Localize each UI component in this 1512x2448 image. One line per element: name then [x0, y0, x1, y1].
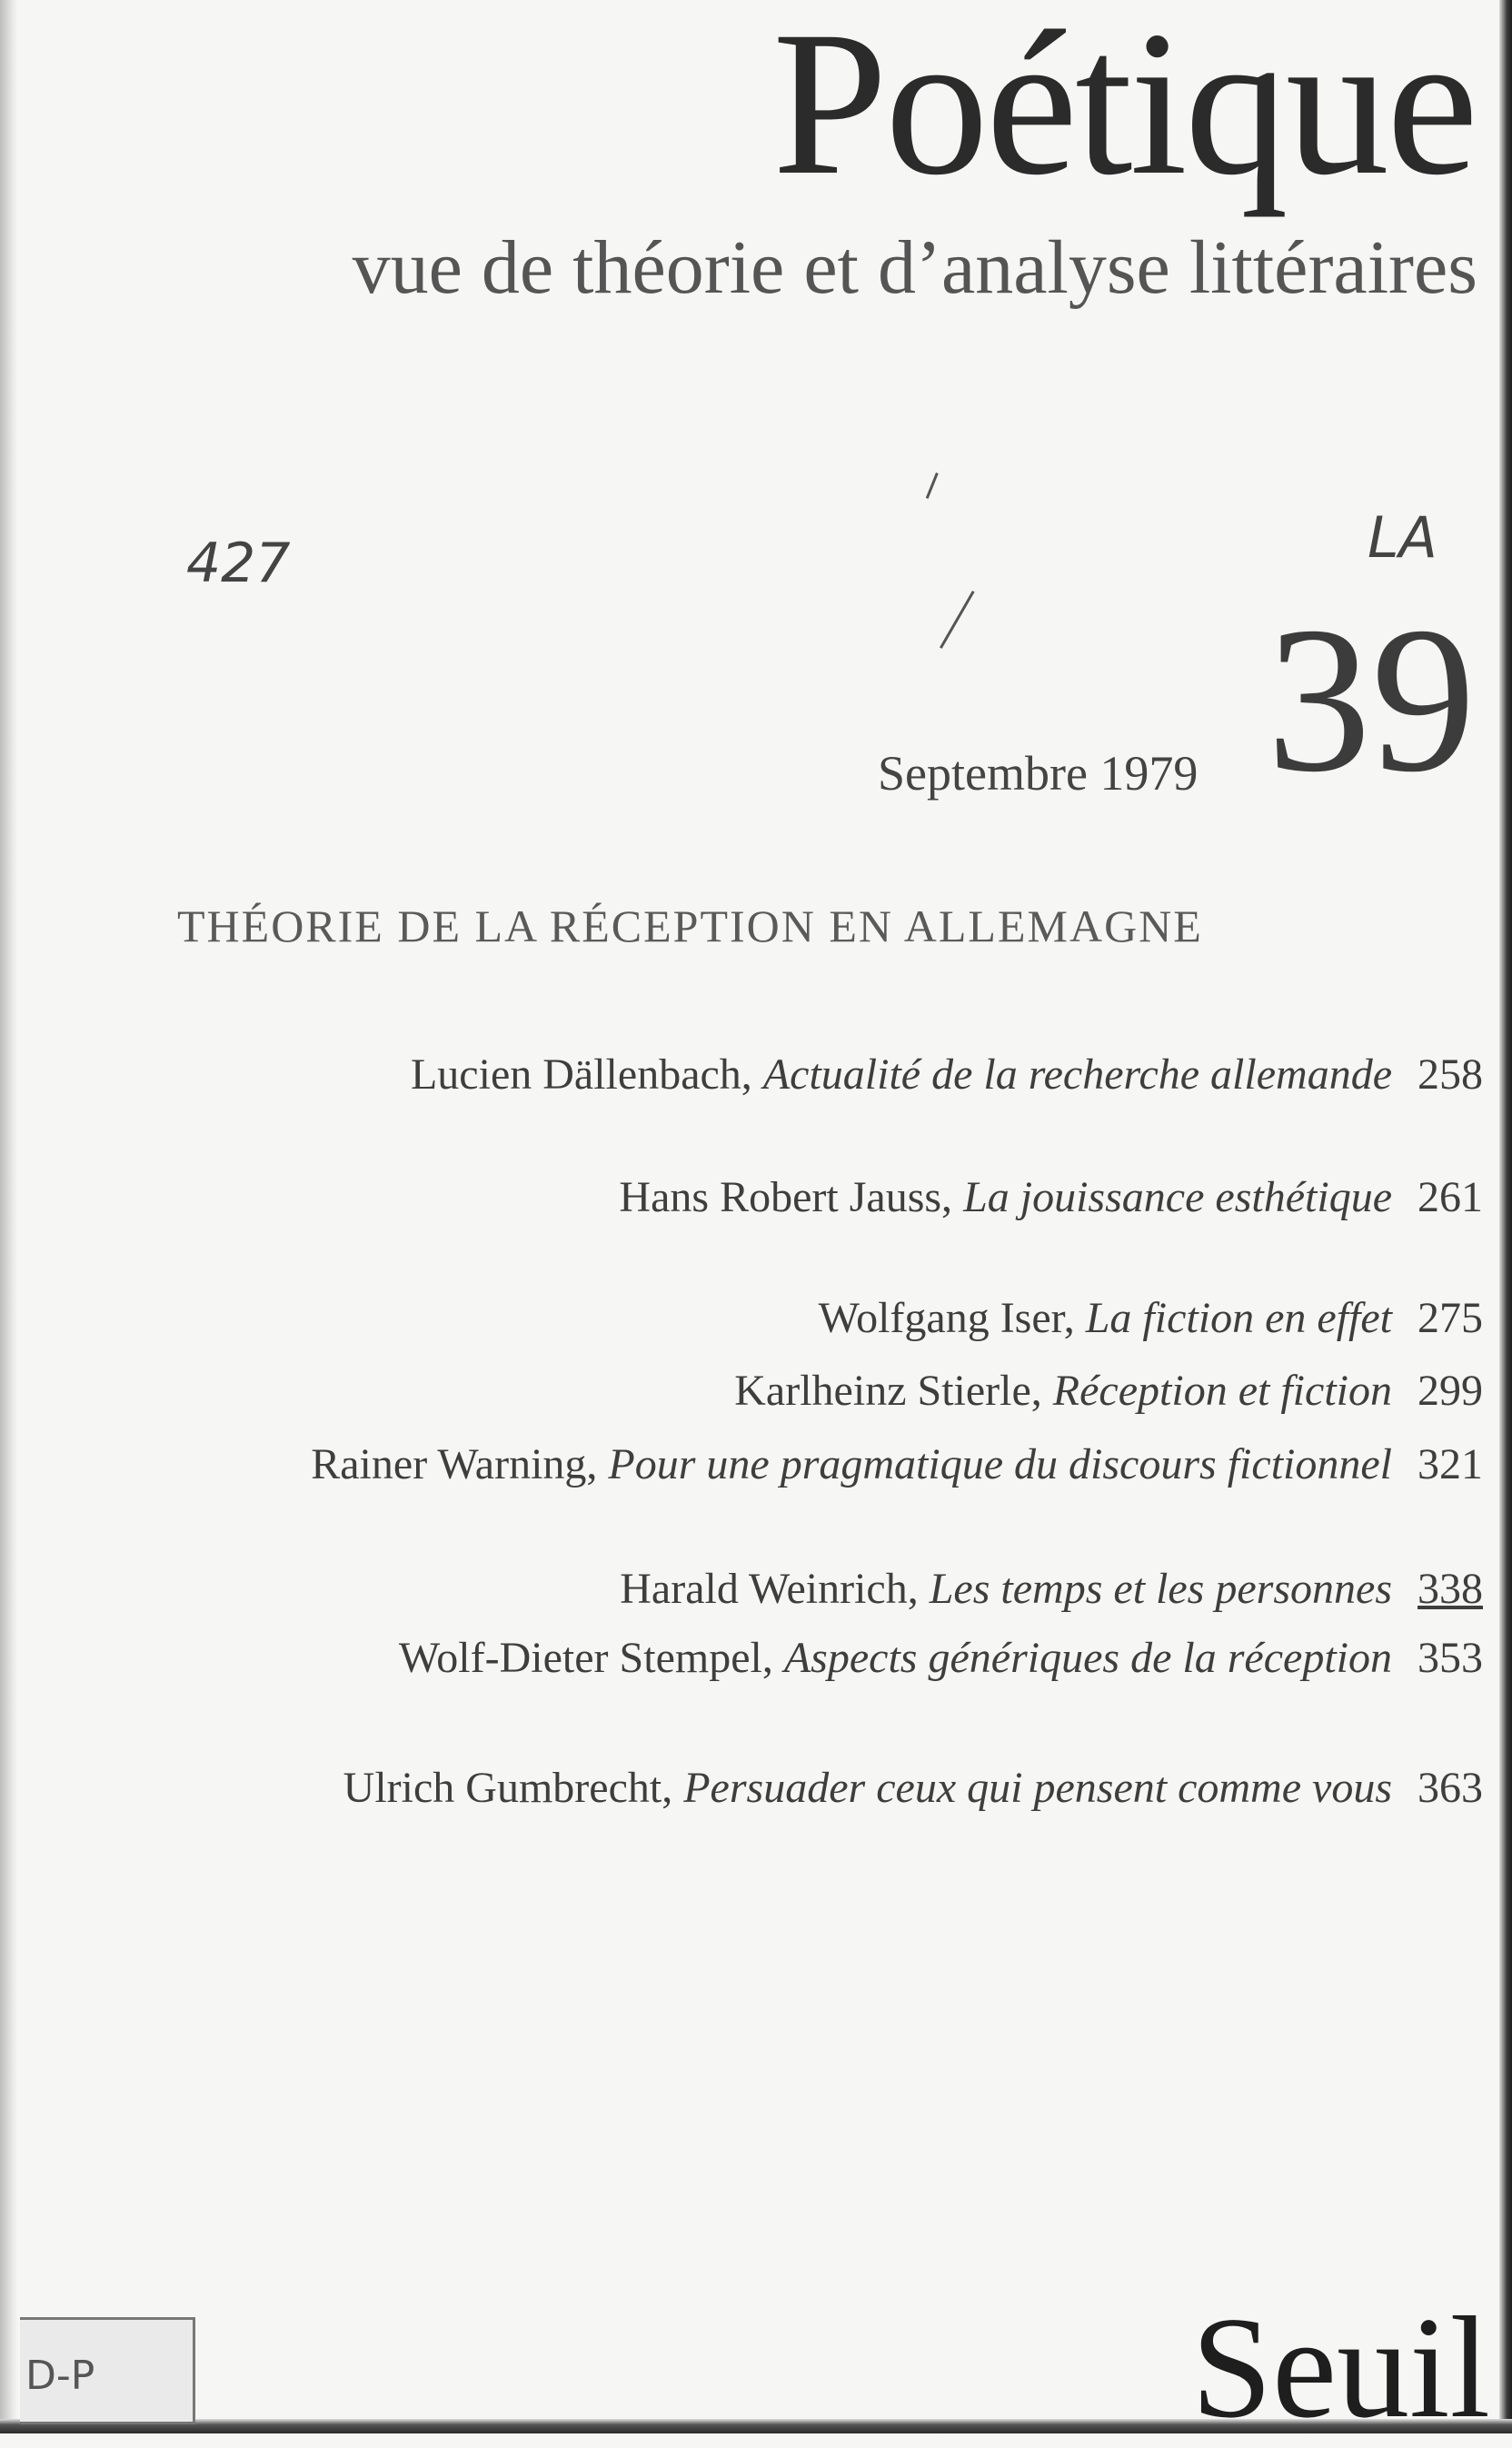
toc-entry — [734, 1366, 1483, 1417]
pencil-mark — [940, 591, 975, 649]
toc-title: Aspects génériques de la réception — [783, 1634, 1392, 1682]
toc-title: Les temps et les personnes — [929, 1565, 1392, 1613]
toc-title: Persuader ceux qui pensent comme vous — [683, 1764, 1392, 1812]
toc-entry — [819, 1293, 1483, 1344]
toc-page: 338 — [1418, 1565, 1483, 1613]
issue-theme: THÉORIE DE LA RÉCEPTION EN ALLEMAGNE — [177, 901, 1203, 951]
handwritten-note-left: 427 — [186, 532, 291, 595]
library-label — [20, 2317, 195, 2424]
toc-title: Réception et fiction — [1052, 1367, 1392, 1415]
toc-entry — [620, 1564, 1483, 1615]
toc-author: Harald Weinrich, — [620, 1565, 919, 1613]
toc-author: Karlheinz Stierle, — [734, 1367, 1042, 1415]
toc-author: Wolfgang Iser, — [818, 1294, 1075, 1342]
toc-entry — [311, 1439, 1483, 1490]
toc-page: 321 — [1418, 1440, 1483, 1488]
toc-author: Wolf-Dieter Stempel, — [398, 1634, 773, 1682]
publisher-name: Seuil — [1191, 2286, 1490, 2448]
toc-title: Pour une pragmatique du discours fictionnel — [608, 1440, 1392, 1488]
pencil-mark — [926, 473, 939, 499]
toc-author: Lucien Dällenbach, — [410, 1050, 752, 1099]
toc-entry — [343, 1763, 1483, 1814]
toc-author: Rainer Warning, — [311, 1440, 598, 1488]
toc-page: 275 — [1418, 1294, 1483, 1342]
toc-page: 363 — [1418, 1764, 1483, 1812]
toc-page: 353 — [1418, 1634, 1483, 1682]
toc-author: Hans Robert Jauss, — [619, 1173, 953, 1221]
toc-page: 258 — [1418, 1050, 1483, 1099]
toc-title: La jouissance esthétique — [963, 1173, 1392, 1221]
issue-date: Septembre 1979 — [878, 746, 1199, 801]
page-edge-right — [1499, 0, 1512, 2433]
toc-title: La fiction en effet — [1085, 1294, 1392, 1342]
journal-subtitle: vue de théorie et d’analyse littéraires — [352, 225, 1477, 310]
issue-number: 39 — [1267, 583, 1476, 815]
toc-page: 261 — [1418, 1173, 1483, 1221]
toc-title: Actualité de la recherche allemande — [762, 1050, 1392, 1099]
handwritten-note-right: LA — [1368, 504, 1437, 571]
toc-author: Ulrich Gumbrecht, — [343, 1764, 673, 1812]
journal-title: Poétique — [772, 0, 1476, 218]
page-edge-left — [0, 0, 18, 2433]
library-label-text: D-P — [25, 2353, 95, 2399]
toc-entry — [411, 1050, 1483, 1100]
toc-entry — [399, 1633, 1483, 1684]
toc-entry — [619, 1172, 1483, 1223]
toc-page: 299 — [1418, 1367, 1483, 1415]
